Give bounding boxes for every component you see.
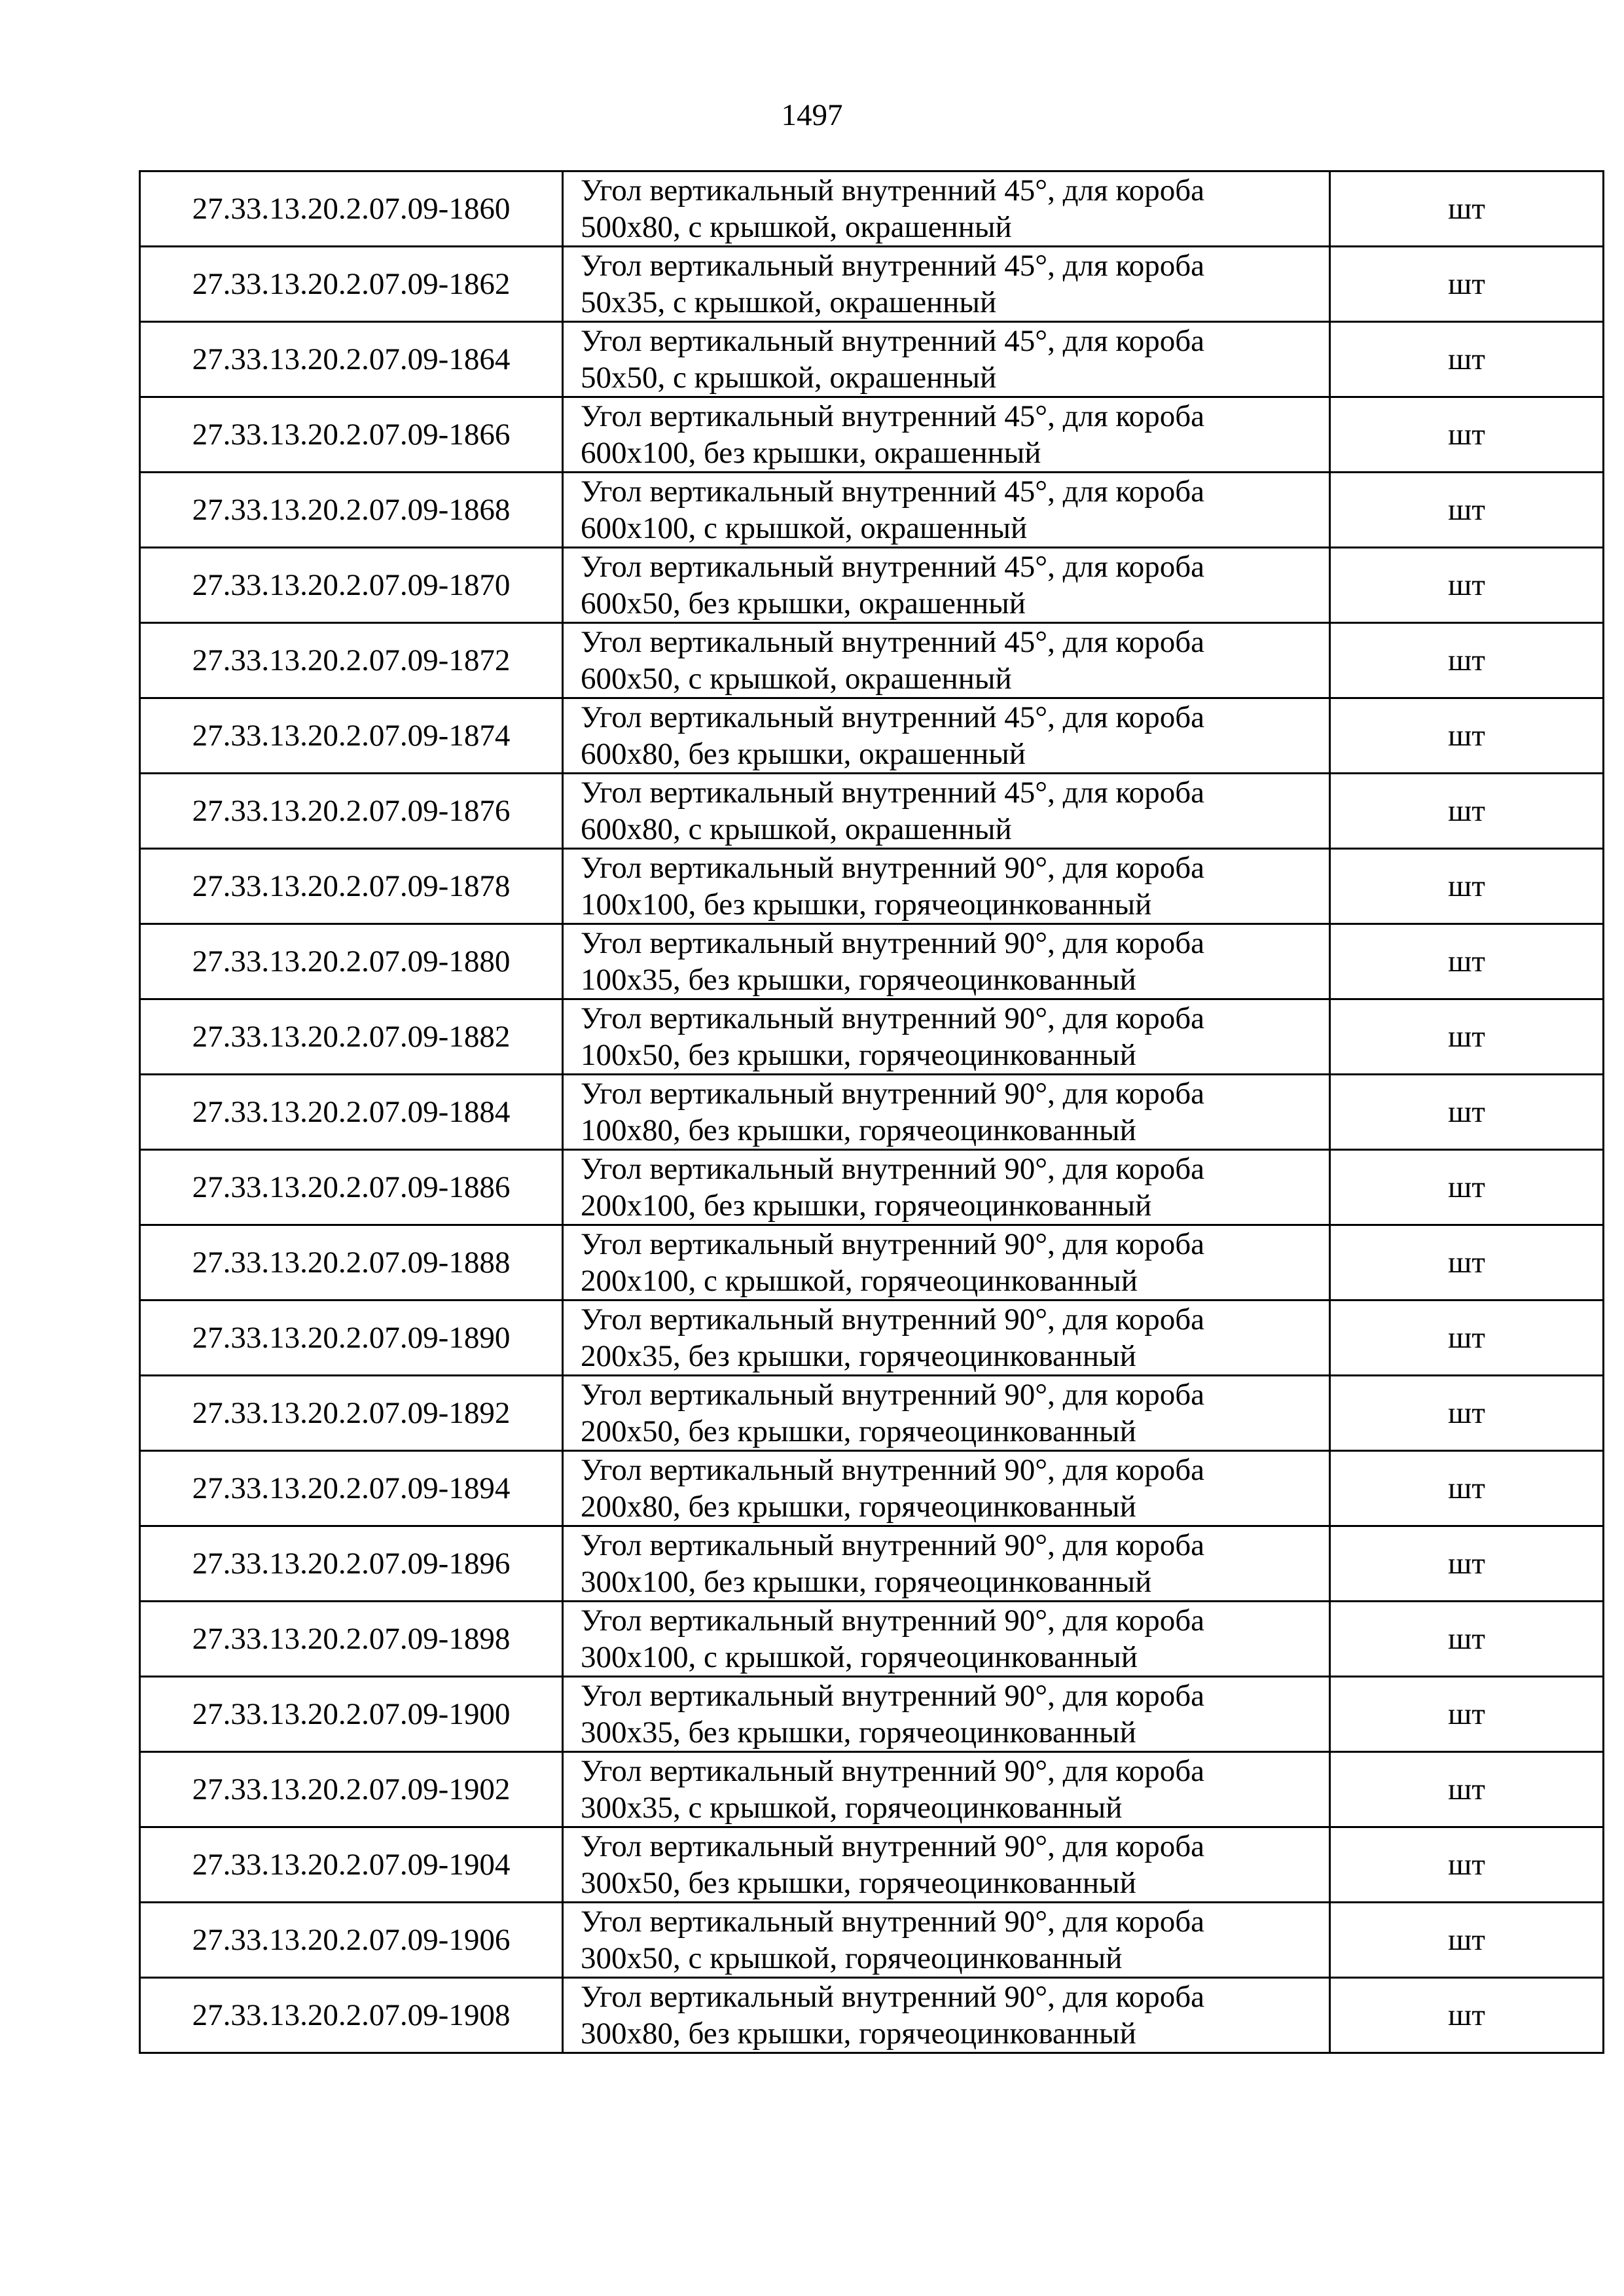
- item-description-line2: 100х35, без крышки, горячеоцинкованный: [581, 963, 1136, 997]
- table-row: [140, 849, 1604, 924]
- item-code-cell: 27.33.13.20.2.07.09-1860: [140, 171, 563, 247]
- item-description-cell: [563, 247, 1330, 322]
- item-description-line2: 100х80, без крышки, горячеоцинкованный: [581, 1113, 1136, 1147]
- item-code-cell: 27.33.13.20.2.07.09-1876: [140, 774, 563, 849]
- item-description-line2: 300х35, без крышки, горячеоцинкованный: [581, 1715, 1136, 1749]
- item-code-cell: 27.33.13.20.2.07.09-1864: [140, 322, 563, 397]
- item-code-cell: 27.33.13.20.2.07.09-1906: [140, 1903, 563, 1978]
- item-description-cell: [563, 924, 1330, 999]
- item-unit-cell: шт: [1330, 698, 1604, 774]
- item-unit-cell: шт: [1330, 247, 1604, 322]
- item-description-line1: Угол вертикальный внутренний 90°, для короба: [581, 926, 1205, 960]
- item-description-line2: 100х50, без крышки, горячеоцинкованный: [581, 1038, 1136, 1072]
- item-description-line2: 200х80, без крышки, горячеоцинкованный: [581, 1490, 1136, 1524]
- item-description-line1: Угол вертикальный внутренний 90°, для короба: [581, 1152, 1205, 1186]
- item-description-line1: Угол вертикальный внутренний 90°, для короба: [581, 1980, 1205, 2014]
- item-unit-cell: шт: [1330, 548, 1604, 623]
- item-description-line2: 600х100, с крышкой, окрашенный: [581, 511, 1028, 545]
- item-description-cell: [563, 1300, 1330, 1376]
- table-row: [140, 322, 1604, 397]
- item-description-line1: Угол вертикальный внутренний 90°, для короба: [581, 1302, 1205, 1336]
- table-row: [140, 999, 1604, 1075]
- table-row: [140, 247, 1604, 322]
- item-description-cell: [563, 1376, 1330, 1451]
- item-description-line1: Угол вертикальный внутренний 90°, для короба: [581, 1679, 1205, 1713]
- item-unit-cell: шт: [1330, 999, 1604, 1075]
- item-description-line1: Угол вертикальный внутренний 90°, для короба: [581, 1604, 1205, 1638]
- item-code-cell: 27.33.13.20.2.07.09-1882: [140, 999, 563, 1075]
- item-code-cell: 27.33.13.20.2.07.09-1872: [140, 623, 563, 698]
- item-description-line2: 200х35, без крышки, горячеоцинкованный: [581, 1339, 1136, 1373]
- item-description-cell: [563, 397, 1330, 473]
- item-description-line1: Угол вертикальный внутренний 90°, для короба: [581, 851, 1205, 885]
- item-description-line2: 600х80, без крышки, окрашенный: [581, 737, 1026, 771]
- item-unit-cell: шт: [1330, 1602, 1604, 1677]
- items-table: [139, 170, 1604, 2054]
- item-description-cell: [563, 1602, 1330, 1677]
- item-description-cell: [563, 623, 1330, 698]
- item-code-cell: 27.33.13.20.2.07.09-1908: [140, 1978, 563, 2053]
- table-row: [140, 698, 1604, 774]
- item-description-line2: 300х100, с крышкой, горячеоцинкованный: [581, 1640, 1138, 1674]
- item-unit-cell: шт: [1330, 1526, 1604, 1602]
- table-row: [140, 1376, 1604, 1451]
- item-description-line1: Угол вертикальный внутренний 45°, для короба: [581, 776, 1205, 810]
- table-row: [140, 1300, 1604, 1376]
- item-description-line2: 300х100, без крышки, горячеоцинкованный: [581, 1565, 1152, 1599]
- item-code-cell: 27.33.13.20.2.07.09-1894: [140, 1451, 563, 1526]
- item-description-line2: 300х50, без крышки, горячеоцинкованный: [581, 1866, 1136, 1900]
- item-description-cell: [563, 1827, 1330, 1903]
- table-row: [140, 1225, 1604, 1300]
- item-description-cell: [563, 322, 1330, 397]
- item-unit-cell: шт: [1330, 1150, 1604, 1225]
- table-row: [140, 623, 1604, 698]
- item-description-line1: Угол вертикальный внутренний 90°, для короба: [581, 1829, 1205, 1863]
- item-unit-cell: шт: [1330, 1903, 1604, 1978]
- items-table-body: [140, 171, 1604, 2053]
- item-code-cell: 27.33.13.20.2.07.09-1884: [140, 1075, 563, 1150]
- item-description-line1: Угол вертикальный внутренний 90°, для короба: [581, 1453, 1205, 1487]
- item-description-line2: 500х80, с крышкой, окрашенный: [581, 210, 1012, 244]
- item-description-cell: [563, 171, 1330, 247]
- item-description-line2: 600х50, без крышки, окрашенный: [581, 586, 1026, 620]
- item-description-cell: [563, 1075, 1330, 1150]
- table-row: [140, 1752, 1604, 1827]
- item-description-line1: Угол вертикальный внутренний 45°, для короба: [581, 625, 1205, 659]
- item-description-line1: Угол вертикальный внутренний 90°, для короба: [581, 1754, 1205, 1788]
- item-description-cell: [563, 1978, 1330, 2053]
- item-description-cell: [563, 1225, 1330, 1300]
- item-description-line1: Угол вертикальный внутренний 45°, для короба: [581, 399, 1205, 433]
- table-row: [140, 1903, 1604, 1978]
- item-code-cell: 27.33.13.20.2.07.09-1900: [140, 1677, 563, 1752]
- item-description-line1: Угол вертикальный внутренний 45°, для короба: [581, 249, 1205, 283]
- item-code-cell: 27.33.13.20.2.07.09-1866: [140, 397, 563, 473]
- item-description-line2: 100х100, без крышки, горячеоцинкованный: [581, 888, 1152, 922]
- item-unit-cell: шт: [1330, 774, 1604, 849]
- item-code-cell: 27.33.13.20.2.07.09-1902: [140, 1752, 563, 1827]
- item-unit-cell: шт: [1330, 322, 1604, 397]
- item-code-cell: 27.33.13.20.2.07.09-1888: [140, 1225, 563, 1300]
- item-description-cell: [563, 849, 1330, 924]
- item-description-cell: [563, 1752, 1330, 1827]
- table-row: [140, 1602, 1604, 1677]
- item-description-line1: Угол вертикальный внутренний 90°, для короба: [581, 1905, 1205, 1939]
- item-unit-cell: шт: [1330, 849, 1604, 924]
- item-code-cell: 27.33.13.20.2.07.09-1898: [140, 1602, 563, 1677]
- item-description-line2: 600х50, с крышкой, окрашенный: [581, 662, 1012, 696]
- item-description-line1: Угол вертикальный внутренний 45°, для короба: [581, 475, 1205, 509]
- item-description-line1: Угол вертикальный внутренний 90°, для короба: [581, 1528, 1205, 1562]
- item-code-cell: 27.33.13.20.2.07.09-1886: [140, 1150, 563, 1225]
- item-unit-cell: шт: [1330, 924, 1604, 999]
- item-description-line2: 600х80, с крышкой, окрашенный: [581, 812, 1012, 846]
- item-description-line2: 50х50, с крышкой, окрашенный: [581, 361, 997, 395]
- item-unit-cell: шт: [1330, 1300, 1604, 1376]
- item-unit-cell: шт: [1330, 1225, 1604, 1300]
- item-description-line1: Угол вертикальный внутренний 45°, для короба: [581, 173, 1205, 207]
- table-row: [140, 1677, 1604, 1752]
- item-description-line1: Угол вертикальный внутренний 90°, для короба: [581, 1227, 1205, 1261]
- item-code-cell: 27.33.13.20.2.07.09-1868: [140, 473, 563, 548]
- item-unit-cell: шт: [1330, 397, 1604, 473]
- item-description-line2: 300х35, с крышкой, горячеоцинкованный: [581, 1791, 1123, 1825]
- item-description-line2: 300х80, без крышки, горячеоцинкованный: [581, 2017, 1136, 2051]
- item-description-cell: [563, 473, 1330, 548]
- item-description-cell: [563, 548, 1330, 623]
- table-row: [140, 1150, 1604, 1225]
- table-row: [140, 1978, 1604, 2053]
- item-description-line2: 200х100, без крышки, горячеоцинкованный: [581, 1189, 1152, 1223]
- table-row: [140, 774, 1604, 849]
- item-unit-cell: шт: [1330, 1075, 1604, 1150]
- item-unit-cell: шт: [1330, 1376, 1604, 1451]
- item-unit-cell: шт: [1330, 623, 1604, 698]
- item-unit-cell: шт: [1330, 1978, 1604, 2053]
- page-number: 1497: [781, 98, 843, 132]
- table-row: [140, 1451, 1604, 1526]
- item-description-cell: [563, 1526, 1330, 1602]
- table-row: [140, 397, 1604, 473]
- item-description-line1: Угол вертикальный внутренний 45°, для короба: [581, 324, 1205, 358]
- item-unit-cell: шт: [1330, 1451, 1604, 1526]
- item-code-cell: 27.33.13.20.2.07.09-1890: [140, 1300, 563, 1376]
- table-row: [140, 548, 1604, 623]
- item-code-cell: 27.33.13.20.2.07.09-1880: [140, 924, 563, 999]
- item-description-line1: Угол вертикальный внутренний 90°, для короба: [581, 1077, 1205, 1111]
- item-unit-cell: шт: [1330, 1752, 1604, 1827]
- item-description-cell: [563, 1150, 1330, 1225]
- item-description-line1: Угол вертикальный внутренний 45°, для короба: [581, 550, 1205, 584]
- item-description-cell: [563, 1451, 1330, 1526]
- item-description-cell: [563, 1903, 1330, 1978]
- table-row: [140, 1526, 1604, 1602]
- item-description-line2: 200х100, с крышкой, горячеоцинкованный: [581, 1264, 1138, 1298]
- item-unit-cell: шт: [1330, 1827, 1604, 1903]
- item-description-cell: [563, 698, 1330, 774]
- item-description-line2: 600х100, без крышки, окрашенный: [581, 436, 1041, 470]
- item-description-line1: Угол вертикальный внутренний 90°, для короба: [581, 1001, 1205, 1035]
- item-description-cell: [563, 774, 1330, 849]
- item-description-line2: 50х35, с крышкой, окрашенный: [581, 285, 997, 319]
- item-code-cell: 27.33.13.20.2.07.09-1892: [140, 1376, 563, 1451]
- item-description-line2: 200х50, без крышки, горячеоцинкованный: [581, 1414, 1136, 1448]
- table-row: [140, 1827, 1604, 1903]
- item-code-cell: 27.33.13.20.2.07.09-1862: [140, 247, 563, 322]
- item-code-cell: 27.33.13.20.2.07.09-1904: [140, 1827, 563, 1903]
- item-unit-cell: шт: [1330, 171, 1604, 247]
- item-description-cell: [563, 1677, 1330, 1752]
- item-unit-cell: шт: [1330, 1677, 1604, 1752]
- item-code-cell: 27.33.13.20.2.07.09-1870: [140, 548, 563, 623]
- item-code-cell: 27.33.13.20.2.07.09-1878: [140, 849, 563, 924]
- table-row: [140, 924, 1604, 999]
- table-row: [140, 1075, 1604, 1150]
- item-description-line2: 300х50, с крышкой, горячеоцинкованный: [581, 1941, 1123, 1975]
- item-unit-cell: шт: [1330, 473, 1604, 548]
- item-code-cell: 27.33.13.20.2.07.09-1874: [140, 698, 563, 774]
- item-description-cell: [563, 999, 1330, 1075]
- table-row: [140, 171, 1604, 247]
- item-description-line1: Угол вертикальный внутренний 90°, для короба: [581, 1378, 1205, 1412]
- table-row: [140, 473, 1604, 548]
- item-code-cell: 27.33.13.20.2.07.09-1896: [140, 1526, 563, 1602]
- item-description-line1: Угол вертикальный внутренний 45°, для короба: [581, 700, 1205, 734]
